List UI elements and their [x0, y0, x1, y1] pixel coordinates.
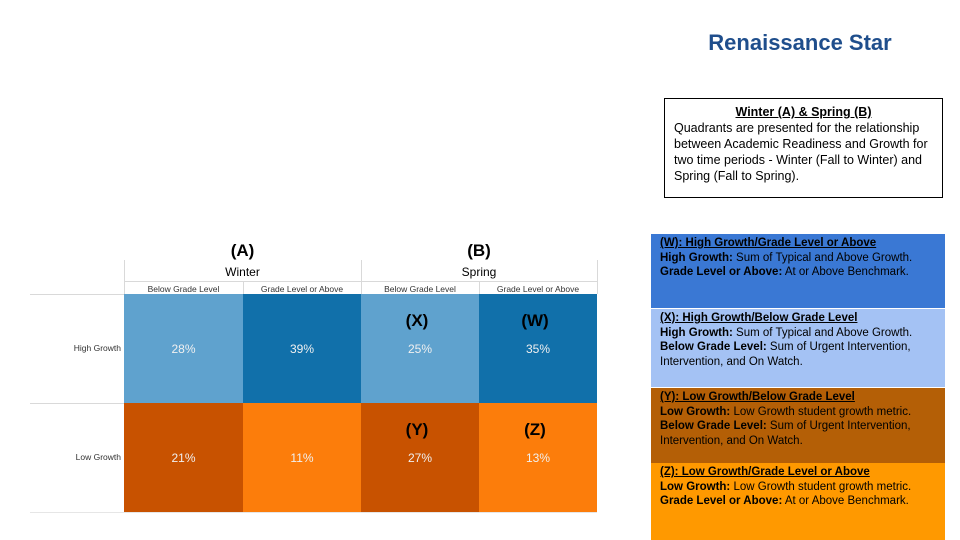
- header-divider: [479, 281, 480, 294]
- page-title: Renaissance Star: [708, 30, 892, 55]
- period-label: Winter: [225, 265, 260, 279]
- legend-z-def2: At or Above Benchmark.: [782, 495, 909, 507]
- cell-value-label: 27%: [407, 450, 433, 465]
- cell-value-label: 35%: [525, 341, 551, 356]
- legend-y: [651, 388, 945, 463]
- legend-x-term1: High Growth:: [660, 326, 733, 339]
- row-divider: [30, 403, 124, 404]
- note-body: Quadrants are presented for the relationship between Academic Readiness and Growth for two time periods - Winter (Fall to Winter) and Spring (Fall to Spring).: [674, 121, 928, 183]
- bottom-border: [30, 512, 597, 513]
- header-divider: [124, 281, 597, 282]
- column-label: Below Grade Level: [147, 284, 220, 294]
- legend-y-heading: (Y): Low Growth/Below Grade Level: [660, 391, 855, 403]
- legend-x-term2: Below Grade Level:: [660, 341, 767, 353]
- legend-w-heading: (W): High Growth/Grade Level or Above: [660, 237, 877, 249]
- legend-z-def1: Low Growth student growth metric.: [730, 480, 912, 493]
- cell-value-label: 11%: [290, 450, 314, 465]
- definition-note: [664, 98, 943, 198]
- legend-z-term1: Low Growth:: [660, 480, 731, 493]
- legend-y-def1: Low Growth student growth metric.: [730, 405, 912, 418]
- legend-x-def2: Sum of Urgent Intervention, Intervention, and On Watch.: [660, 341, 911, 368]
- row-divider: [30, 294, 124, 295]
- period-label: Spring: [461, 265, 497, 279]
- legend-y-term1: Low Growth:: [660, 405, 731, 418]
- quadrant-label: (Y): [405, 420, 429, 439]
- legend-y-term2: Below Grade Level:: [660, 420, 767, 432]
- header-divider: [124, 260, 125, 294]
- column-label: Grade Level or Above: [260, 284, 344, 294]
- quadrant-label: (W): [521, 311, 549, 330]
- legend-z-heading: (Z): Low Growth/Grade Level or Above: [660, 466, 870, 478]
- cell-value-label: 25%: [407, 341, 433, 356]
- quadrant-label: (Z): [524, 420, 546, 439]
- row-label: Low Growth: [75, 451, 121, 462]
- cell-value-label: 28%: [171, 341, 196, 356]
- column-label: Grade Level or Above: [496, 284, 580, 294]
- cell-value-label: 39%: [289, 341, 315, 356]
- cell-value-label: 13%: [525, 450, 551, 465]
- period-letter: (A): [230, 241, 255, 260]
- header-divider: [243, 281, 244, 294]
- legend-w-def2: At or Above Benchmark.: [782, 266, 909, 278]
- legend-z: [651, 463, 945, 540]
- legend-x-def1: Sum of Typical and Above Growth.: [732, 326, 913, 339]
- period-letter: (B): [467, 241, 491, 260]
- legend-w-term1: High Growth:: [660, 251, 733, 264]
- column-label: Below Grade Level: [384, 284, 456, 294]
- legend-x: [651, 309, 945, 387]
- note-heading: Winter (A) & Spring (B): [735, 105, 872, 119]
- legend-z-term2: Grade Level or Above:: [660, 495, 783, 507]
- legend-w: [651, 234, 945, 308]
- cell-value-label: 21%: [171, 450, 196, 465]
- quadrant-label: (X): [405, 311, 429, 330]
- legend-w-term2: Grade Level or Above:: [660, 266, 783, 278]
- header-divider: [597, 260, 598, 294]
- legend-x-heading: (X): High Growth/Below Grade Level: [660, 312, 858, 324]
- row-label: High Growth: [73, 342, 121, 353]
- legend-w-def1: Sum of Typical and Above Growth.: [732, 251, 913, 264]
- legend-y-def2: Sum of Urgent Intervention, Intervention, and On Watch.: [660, 420, 911, 447]
- header-divider: [361, 260, 362, 294]
